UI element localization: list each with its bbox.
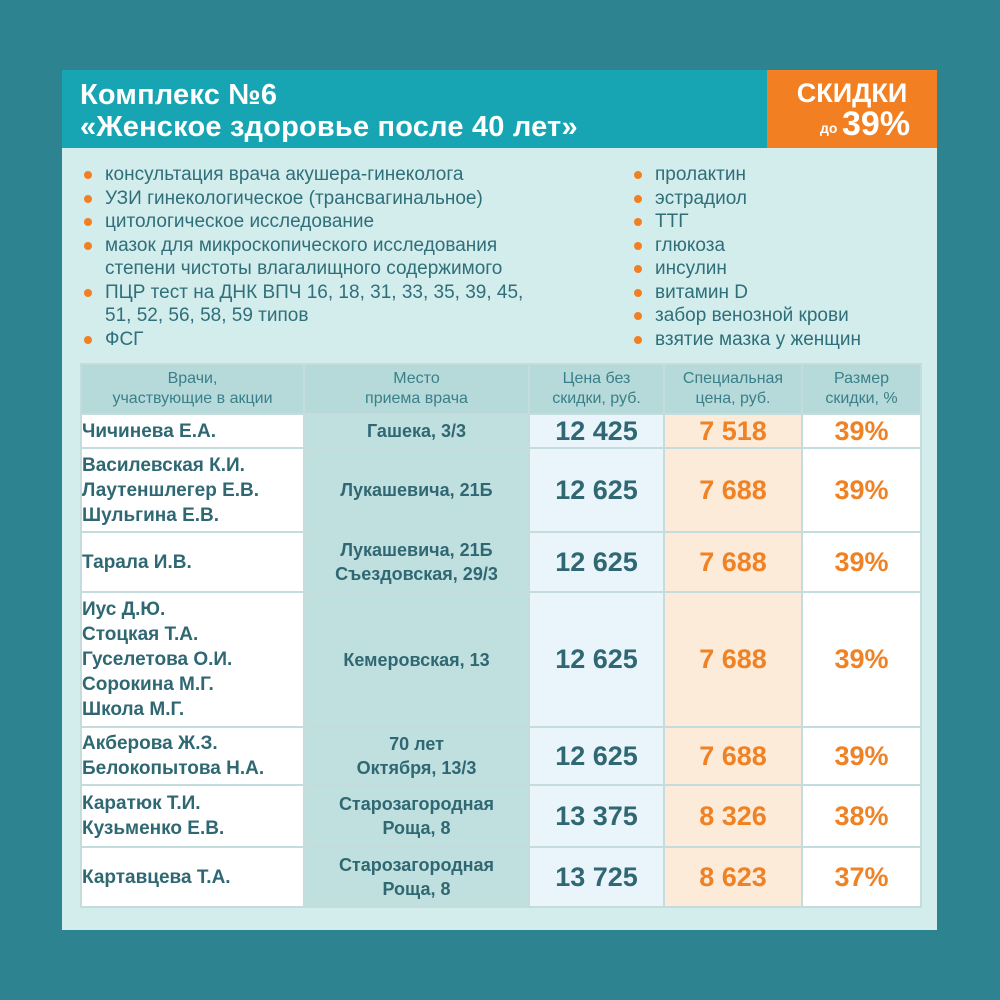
doctor-name: Чичинева Е.А.: [82, 420, 217, 442]
bullet-icon: [84, 171, 92, 179]
promo-title: Комплекс №6: [80, 79, 278, 111]
place-cell: [304, 532, 529, 592]
discount-cell: 39%: [802, 414, 921, 448]
place-cell: [304, 448, 529, 532]
header-text: скидки, %: [825, 390, 898, 407]
service-item: [80, 328, 523, 352]
service-item-text: 51, 52, 56, 58, 59 типов: [105, 305, 309, 326]
place-cell: [304, 847, 529, 907]
service-item: [80, 187, 523, 211]
services-list-left: [80, 163, 523, 351]
special-price-cell: 8 326: [664, 785, 802, 847]
place-text: 70 лет: [389, 734, 444, 754]
service-item-text: цитологическое исследование: [105, 211, 375, 232]
table-row: [81, 727, 921, 785]
service-item-text: ТТГ: [655, 211, 689, 232]
table-row: [81, 532, 921, 592]
doctor-cell: [81, 727, 304, 785]
discount-cell: 39%: [802, 592, 921, 727]
price-cell: 13 725: [529, 847, 664, 907]
header-text: Врачи,: [167, 370, 218, 387]
bullet-icon: [634, 312, 642, 320]
place-text: Старозагородная: [338, 794, 495, 814]
doctor-name: Каратюк Т.И.: [82, 793, 201, 814]
place-text: Роща, 8: [382, 879, 451, 899]
discount-badge-prefix: до: [820, 120, 838, 136]
bullet-icon: [84, 242, 92, 250]
header-text: Цена без: [562, 370, 631, 387]
price-cell: 12 625: [529, 448, 664, 532]
place-cell: [304, 727, 529, 785]
place-text: Октября, 13/3: [356, 758, 477, 778]
table-header-row: [81, 364, 921, 414]
doctor-name: Тарала И.В.: [82, 551, 192, 573]
bullet-icon: [84, 218, 92, 226]
price-cell: 12 625: [529, 592, 664, 727]
promo-header: [62, 70, 767, 148]
header-text: цена, руб.: [695, 390, 771, 407]
service-item: [630, 281, 861, 305]
discount-cell: 39%: [802, 727, 921, 785]
discount-badge-label: СКИДКИ: [796, 78, 908, 108]
service-item: [630, 304, 861, 328]
table-row: [81, 414, 921, 448]
place-text: Роща, 8: [382, 818, 451, 838]
table-body: [81, 414, 921, 907]
service-item-text: мазок для микроскопического исследования: [105, 234, 498, 256]
doctor-name: Гуселетова О.И.: [82, 649, 233, 670]
price-cell: 12 625: [529, 727, 664, 785]
header-text: приема врача: [365, 390, 468, 407]
doctor-cell: [81, 414, 304, 448]
doctor-name: Картавцева Т.А.: [82, 866, 231, 888]
header-text: Специальная: [682, 370, 784, 387]
place-cell: [304, 785, 529, 847]
service-item-text: ФСГ: [105, 328, 144, 350]
service-item-text: консультация врача акушера-гинеколога: [105, 164, 464, 185]
service-item: [630, 234, 861, 258]
table-row: [81, 448, 921, 532]
discount-cell: 37%: [802, 847, 921, 907]
special-price-cell: 7 688: [664, 727, 802, 785]
doctor-cell: [81, 847, 304, 907]
special-price-cell: 7 688: [664, 448, 802, 532]
doctor-name: Белокопытова Н.А.: [82, 758, 265, 779]
table-row: [81, 785, 921, 847]
place-text: Лукашевича, 21Б: [340, 540, 493, 560]
service-item: [630, 257, 861, 281]
promo-subtitle: «Женское здоровье после 40 лет»: [80, 111, 578, 143]
doctor-name: Акберова Ж.З.: [82, 733, 218, 754]
discount-cell: 39%: [802, 532, 921, 592]
bullet-icon: [84, 289, 92, 297]
header-text: участвующие в акции: [112, 390, 273, 407]
table-row: [81, 592, 921, 727]
discount-cell: 39%: [802, 448, 921, 532]
doctor-cell: [81, 532, 304, 592]
doctor-name: Кузьменко Е.В.: [82, 818, 225, 839]
header-place: [304, 364, 529, 414]
header-text: скидки, руб.: [552, 390, 641, 407]
service-item-text: глюкоза: [655, 234, 726, 256]
service-item: [80, 281, 523, 328]
doctor-name: Сорокина М.Г.: [82, 674, 214, 695]
bullet-icon: [634, 218, 642, 226]
bullet-icon: [84, 195, 92, 203]
bullet-icon: [634, 289, 642, 297]
place-text: Лукашевича, 21Б: [340, 480, 493, 500]
header-special-price: [664, 364, 802, 414]
bullet-icon: [634, 336, 642, 344]
services-list-right: [630, 163, 861, 351]
special-price-cell: 7 688: [664, 532, 802, 592]
service-item: [80, 210, 523, 234]
service-item: [80, 163, 523, 187]
header-price: [529, 364, 664, 414]
discount-badge: [767, 70, 937, 148]
service-item-text: инсулин: [655, 258, 727, 279]
service-item: [630, 210, 861, 234]
special-price-cell: 7 688: [664, 592, 802, 727]
service-item-text: ПЦР тест на ДНК ВПЧ 16, 18, 31, 33, 35, 39, 45,: [105, 281, 524, 303]
price-cell: 13 375: [529, 785, 664, 847]
service-item-text: пролактин: [655, 164, 746, 185]
header-discount: [802, 364, 921, 414]
discount-cell: 38%: [802, 785, 921, 847]
service-item: [630, 328, 861, 352]
place-text: Старозагородная: [338, 855, 495, 875]
doctor-name: Лаутеншлегер Е.В.: [82, 479, 260, 501]
promo-card: [62, 70, 937, 930]
special-price-cell: 8 623: [664, 847, 802, 907]
service-item: [80, 234, 523, 281]
special-price-cell: 7 518: [664, 414, 802, 448]
service-item: [630, 163, 861, 187]
doctor-name: Иус Д.Ю.: [82, 599, 166, 620]
price-cell: 12 625: [529, 532, 664, 592]
doctor-cell: [81, 592, 304, 727]
discount-badge-value: 39%: [842, 105, 911, 143]
doctor-name: Шульгина Е.В.: [82, 504, 220, 526]
place-text: Съездовская, 29/3: [335, 564, 498, 584]
service-item-text: степени чистоты влагалищного содержимого: [105, 258, 503, 279]
place-cell: [304, 414, 529, 448]
doctor-cell: [81, 785, 304, 847]
price-table: [80, 363, 922, 908]
header-text: Место: [393, 370, 440, 387]
bullet-icon: [634, 265, 642, 273]
service-item-text: витамин D: [655, 281, 748, 303]
bullet-icon: [634, 195, 642, 203]
place-text: Кемеровская, 13: [343, 649, 490, 670]
bullet-icon: [634, 242, 642, 250]
table-row: [81, 847, 921, 907]
doctor-name: Василевская К.И.: [82, 454, 245, 476]
doctor-cell: [81, 448, 304, 532]
bullet-icon: [84, 336, 92, 344]
place-cell: [304, 592, 529, 727]
doctor-name: Школа М.Г.: [82, 699, 185, 720]
service-item-text: эстрадиол: [655, 187, 747, 209]
place-text: Гашека, 3/3: [366, 421, 467, 441]
header-doctors: [81, 364, 304, 414]
header-text: Размер: [834, 370, 889, 387]
doctor-name: Стоцкая Т.А.: [82, 624, 199, 645]
bullet-icon: [634, 171, 642, 179]
service-item-text: забор венозной крови: [655, 305, 849, 326]
service-item: [630, 187, 861, 211]
price-cell: 12 425: [529, 414, 664, 448]
service-item-text: взятие мазка у женщин: [655, 328, 862, 350]
service-item-text: УЗИ гинекологическое (трансвагинальное): [105, 187, 483, 209]
